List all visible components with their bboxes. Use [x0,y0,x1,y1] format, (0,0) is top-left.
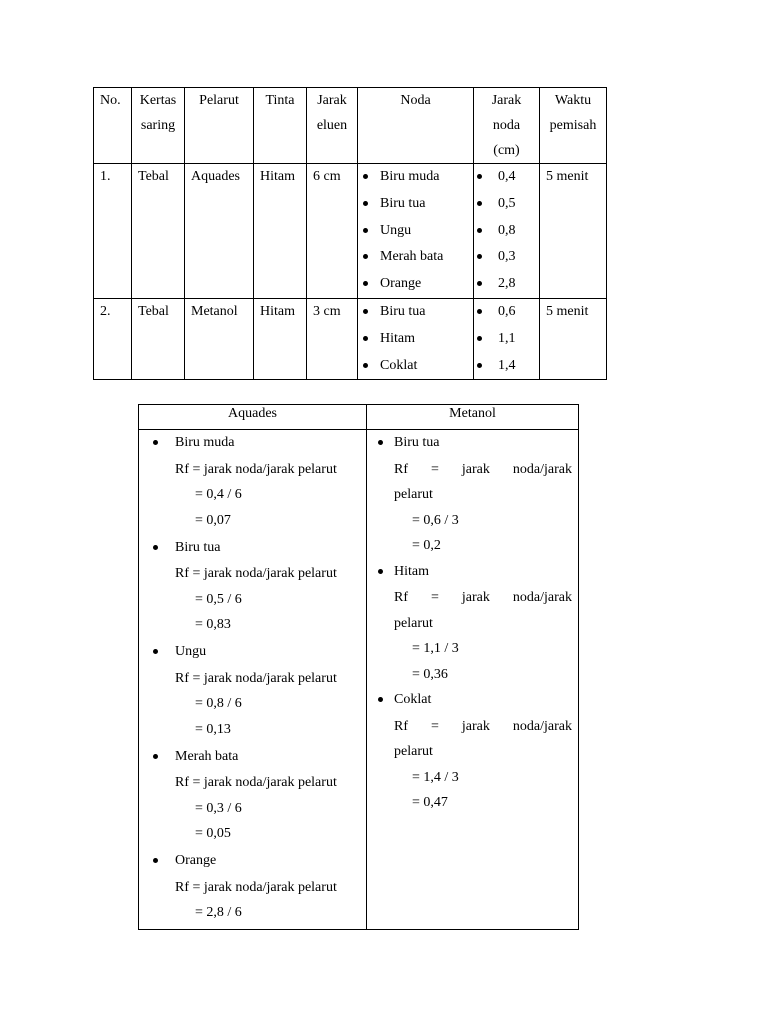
header-metanol: Metanol [367,405,579,430]
header-text: Jarak [317,93,347,108]
rf-word: Rf [394,461,408,477]
rf-word: noda/jarak [512,718,572,734]
header-text: eluen [316,118,348,133]
list-item [139,747,366,850]
cell-jarak-noda [474,164,540,299]
header-text: Noda [400,93,431,108]
list-item [139,642,366,745]
cell-jarak-eluen: 6 cm [307,164,358,299]
list-item [367,433,578,562]
rf-word: jarak [461,590,490,605]
rf-result: = 0,47 [412,795,448,810]
list-item: 0,5 [474,191,539,218]
cell-noda [358,298,474,379]
rf-result: = 0,07 [195,512,231,528]
spot-name: Biru tua [175,538,366,565]
cell-kertas: Tebal [132,164,185,299]
jarak-noda-list [474,164,539,298]
cell-metanol-calculations [367,430,579,930]
header-waktu-pemisah [540,88,607,164]
list-item: 0,4 [474,164,539,191]
noda-list [358,299,473,379]
rf-formula: Rf = jarak noda/jarak pelarut [175,461,337,477]
cell-tinta: Hitam [254,164,307,299]
rf-word: Rf [394,718,408,734]
rf-word: = [431,718,439,734]
rf-calc: = 1,1 / 3 [412,641,459,656]
header-text: Kertas [139,93,177,108]
list-item [139,538,366,641]
list-item [367,690,578,819]
header-noda [358,88,474,164]
table-row [94,164,607,299]
cell-no: 1. [94,164,132,299]
header-text: Pelarut [199,93,239,108]
spot-name: Biru tua [394,433,578,460]
table-header-row [139,405,579,430]
list-item: 1,1 [474,326,539,353]
list-item: Merah bata [358,244,473,271]
spot-name: Coklat [394,690,578,717]
header-jarak-eluen [307,88,358,164]
rf-formula [394,588,578,614]
header-text: saring [140,118,176,133]
header-kertas-saring [132,88,185,164]
table-row [94,298,607,379]
jarak-noda-list [474,299,539,379]
header-text: Waktu [554,93,592,108]
list-item [139,433,366,536]
rf-formula: Rf = jarak noda/jarak pelarut [175,775,337,790]
rf-word: jarak [461,718,490,734]
rf-word: = [431,461,439,477]
header-text: (cm) [493,143,520,158]
header-text: noda [492,118,521,133]
rf-formula: Rf = jarak noda/jarak pelarut [175,670,337,686]
header-jarak-noda [474,88,540,164]
spot-name: Orange [175,851,366,878]
spot-name: Merah bata [175,747,366,774]
header-text: Jarak [491,93,522,108]
list-item [367,562,578,691]
rf-word: = [431,590,439,605]
rf-formula: Rf = jarak noda/jarak pelarut [175,566,337,581]
rf-formula [394,460,578,486]
cell-pelarut: Metanol [185,298,254,379]
cell-waktu: 5 menit [540,298,607,379]
rf-result: = 0,83 [195,617,231,632]
rf-calc: = 0,5 / 6 [195,591,242,607]
header-tinta [254,88,307,164]
rf-word: Rf [394,590,408,605]
rf-calc: = 2,8 / 6 [195,905,242,920]
list-item: Biru tua [358,191,473,218]
spot-name: Hitam [394,562,578,589]
rf-word: noda/jarak [512,590,572,605]
rf-formula: Rf = jarak noda/jarak pelarut [175,879,337,895]
header-pelarut [185,88,254,164]
cell-aquades-calculations [139,430,367,930]
rf-calculation-table [138,404,579,930]
header-text: Tinta [265,93,295,108]
cell-kertas: Tebal [132,298,185,379]
rf-calc: = 1,4 / 3 [412,769,459,785]
header-no-text: No. [100,93,121,108]
list-item: 2,8 [474,271,539,298]
rf-calc: = 0,6 / 3 [412,512,459,528]
list-item: 0,6 [474,299,539,326]
list-item: Biru tua [358,299,473,326]
rf-result: = 0,36 [412,666,448,682]
cell-tinta: Hitam [254,298,307,379]
rf-calc: = 0,4 / 6 [195,487,242,502]
rf-word: noda/jarak [512,461,572,477]
cell-jarak-eluen: 3 cm [307,298,358,379]
cell-no: 2. [94,298,132,379]
table-row [139,430,579,930]
cell-pelarut: Aquades [185,164,254,299]
header-no [94,88,132,164]
rf-result: = 0,2 [412,538,441,553]
cell-jarak-noda [474,298,540,379]
list-item: Biru muda [358,164,473,191]
rf-word: jarak [461,461,490,477]
rf-result: = 0,05 [195,826,231,841]
rf-formula-cont: pelarut [394,487,433,502]
rf-result: = 0,13 [195,721,231,737]
list-item: 1,4 [474,353,539,380]
cell-waktu: 5 menit [540,164,607,299]
rf-formula-cont: pelarut [394,615,433,631]
spot-name: Biru muda [175,433,366,460]
rf-calc: = 0,3 / 6 [195,800,242,816]
rf-calc: = 0,8 / 6 [195,696,242,711]
rf-formula [394,717,578,743]
rf-formula-cont: pelarut [394,744,433,759]
spot-name: Ungu [175,642,366,669]
chromatography-results-table [93,87,607,380]
table-header-row [94,88,607,164]
list-item: 0,8 [474,218,539,245]
list-item: Orange [358,271,473,298]
list-item: Ungu [358,218,473,245]
list-item: Coklat [358,353,473,380]
list-item [139,851,366,929]
metanol-calc-list [367,430,578,819]
list-item: 0,3 [474,244,539,271]
list-item: Hitam [358,326,473,353]
cell-noda [358,164,474,299]
header-aquades: Aquades [139,405,367,430]
header-text: pemisah [549,118,597,133]
aquades-calc-list [139,430,366,929]
noda-list [358,164,473,298]
